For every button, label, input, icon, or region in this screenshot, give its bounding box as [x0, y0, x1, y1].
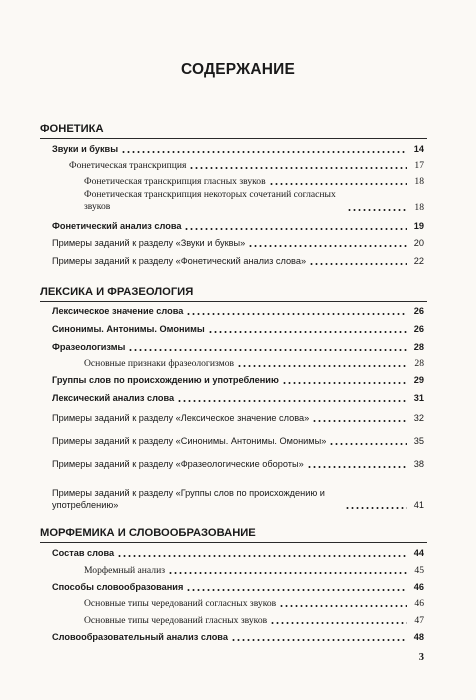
toc-entry-label: Состав слова — [52, 548, 115, 558]
toc-entry-label: Фонетическая транскрипция — [69, 160, 187, 171]
dot-leader — [312, 420, 407, 422]
toc-entry-label: Примеры заданий к разделу «Фонетический анализ слова» — [52, 256, 307, 266]
section-heading-lexicology: ЛЕКСИКА И ФРАЗЕОЛОГИЯ — [40, 286, 194, 298]
dot-leader — [329, 443, 407, 445]
toc-entry-label: Фонетический анализ слова — [52, 221, 182, 231]
toc-entry[interactable] — [0, 595, 424, 609]
dot-leader — [121, 151, 407, 153]
toc-entry[interactable] — [0, 390, 424, 404]
toc-entry[interactable] — [0, 355, 424, 369]
toc-entry[interactable] — [0, 218, 424, 232]
toc-entry-label: Морфемный анализ — [84, 565, 165, 576]
toc-entry-label: Фонетическая транскрипция гласных звуков — [84, 176, 266, 187]
dot-leader — [231, 639, 407, 641]
page-title: СОДЕРЖАНИЕ — [180, 61, 296, 78]
dot-leader — [184, 228, 407, 230]
dot-leader — [186, 589, 407, 591]
toc-entry-label: Способы словообразования — [52, 582, 184, 592]
dot-leader — [208, 331, 407, 333]
toc-entry-page: 26 — [413, 324, 424, 334]
toc-entry[interactable] — [0, 303, 424, 317]
dot-leader — [177, 400, 407, 402]
toc-entry[interactable] — [0, 173, 424, 187]
dot-leader — [270, 622, 407, 624]
toc-entry[interactable] — [0, 562, 424, 576]
toc-entry-page: 14 — [413, 144, 424, 154]
toc-entry-page: 41 — [413, 500, 424, 510]
dot-leader — [307, 466, 407, 468]
toc-entry[interactable] — [0, 410, 424, 424]
dot-leader — [237, 365, 407, 367]
toc-entry-page: 28 — [413, 342, 424, 352]
toc-entry[interactable] — [0, 545, 424, 559]
dot-leader — [309, 263, 407, 265]
toc-entry-page: 29 — [413, 375, 424, 385]
toc-entry-label: Синонимы. Антонимы. Омонимы — [52, 324, 205, 334]
dot-leader — [128, 349, 407, 351]
toc-entry-page: 47 — [414, 615, 424, 626]
dot-leader — [345, 507, 407, 509]
toc-entry-label: Группы слов по происхождению и употреблению — [52, 375, 279, 385]
toc-entry-label: Лексический анализ слова — [52, 393, 175, 403]
toc-entry-label: Лексическое значение слова — [52, 306, 184, 316]
toc-entry[interactable] — [0, 629, 424, 643]
toc-entry-page: 38 — [413, 459, 424, 469]
toc-entry-label: Основные типы чередований гласных звуков — [84, 615, 268, 626]
dot-leader — [186, 313, 407, 315]
toc-entry-page: 48 — [413, 632, 424, 642]
toc-entry-label: Фразеологизмы — [52, 342, 126, 352]
toc-entry[interactable] — [0, 483, 424, 511]
toc-entry-page: 31 — [413, 393, 424, 403]
toc-entry-page: 46 — [414, 598, 424, 609]
toc-entry-page: 26 — [413, 306, 424, 316]
dot-leader — [117, 555, 407, 557]
toc-entry[interactable] — [0, 157, 424, 171]
toc-entry[interactable] — [0, 339, 424, 353]
dot-leader — [282, 382, 407, 384]
toc-entry-label: Словообразовательный анализ слова — [52, 632, 228, 642]
dot-leader — [279, 605, 407, 607]
toc-entry[interactable] — [0, 253, 424, 267]
section-heading-morphemics: МОРФЕМИКА И СЛОВООБРАЗОВАНИЕ — [40, 527, 256, 539]
toc-entry-label: Основные типы чередований согласных звуков — [84, 598, 277, 609]
page-number: 3 — [418, 652, 424, 663]
dot-leader — [248, 245, 407, 247]
toc-entry-label: Примеры заданий к разделу «Синонимы. Антонимы. Омонимы» — [52, 436, 327, 446]
toc-entry-page: 45 — [414, 565, 424, 576]
toc-entry-page: 46 — [413, 582, 424, 592]
section-heading-phonetics: ФОНЕТИКА — [40, 123, 104, 135]
toc-entry[interactable] — [0, 321, 424, 335]
section-divider — [40, 542, 427, 543]
toc-entry-page: 19 — [413, 221, 424, 231]
dot-leader — [347, 209, 407, 211]
toc-entry-page: 20 — [413, 238, 424, 248]
toc-entry[interactable] — [0, 235, 424, 249]
toc-entry-label: Примеры заданий к разделу «Фразеологические обороты» — [52, 459, 304, 469]
toc-entry-label: Примеры заданий к разделу «Лексическое значение слова» — [52, 413, 310, 423]
toc-entry-label: Фонетическая транскрипция некоторых сочетаний согласных звуков — [84, 189, 336, 212]
dot-leader — [168, 572, 407, 574]
toc-entry[interactable] — [0, 187, 424, 213]
toc-entry[interactable] — [0, 579, 424, 593]
dot-leader — [269, 183, 407, 185]
toc-entry[interactable] — [0, 456, 424, 470]
toc-entry[interactable] — [0, 141, 424, 155]
toc-entry-page: 17 — [414, 160, 424, 171]
toc-entry-label: Основные признаки фразеологизмов — [84, 358, 235, 369]
toc-entry[interactable] — [0, 612, 424, 626]
toc-entry-label: Звуки и буквы — [52, 144, 119, 154]
toc-entry-label: Примеры заданий к разделу «Звуки и буквы» — [52, 238, 246, 248]
toc-entry-page: 44 — [413, 548, 424, 558]
section-divider — [40, 301, 427, 302]
toc-entry-page: 18 — [414, 202, 424, 213]
toc-entry[interactable] — [0, 433, 424, 447]
toc-entry-page: 32 — [413, 413, 424, 423]
toc-entry[interactable] — [0, 372, 424, 386]
section-divider — [40, 138, 427, 139]
toc-entry-page: 18 — [414, 176, 424, 187]
toc-entry-page: 22 — [413, 256, 424, 266]
toc-entry-page: 35 — [413, 436, 424, 446]
toc-entry-page: 28 — [414, 358, 424, 369]
toc-entry-label: Примеры заданий к разделу «Группы слов по происхождению и употреблению» — [52, 488, 325, 510]
dot-leader — [189, 167, 407, 169]
